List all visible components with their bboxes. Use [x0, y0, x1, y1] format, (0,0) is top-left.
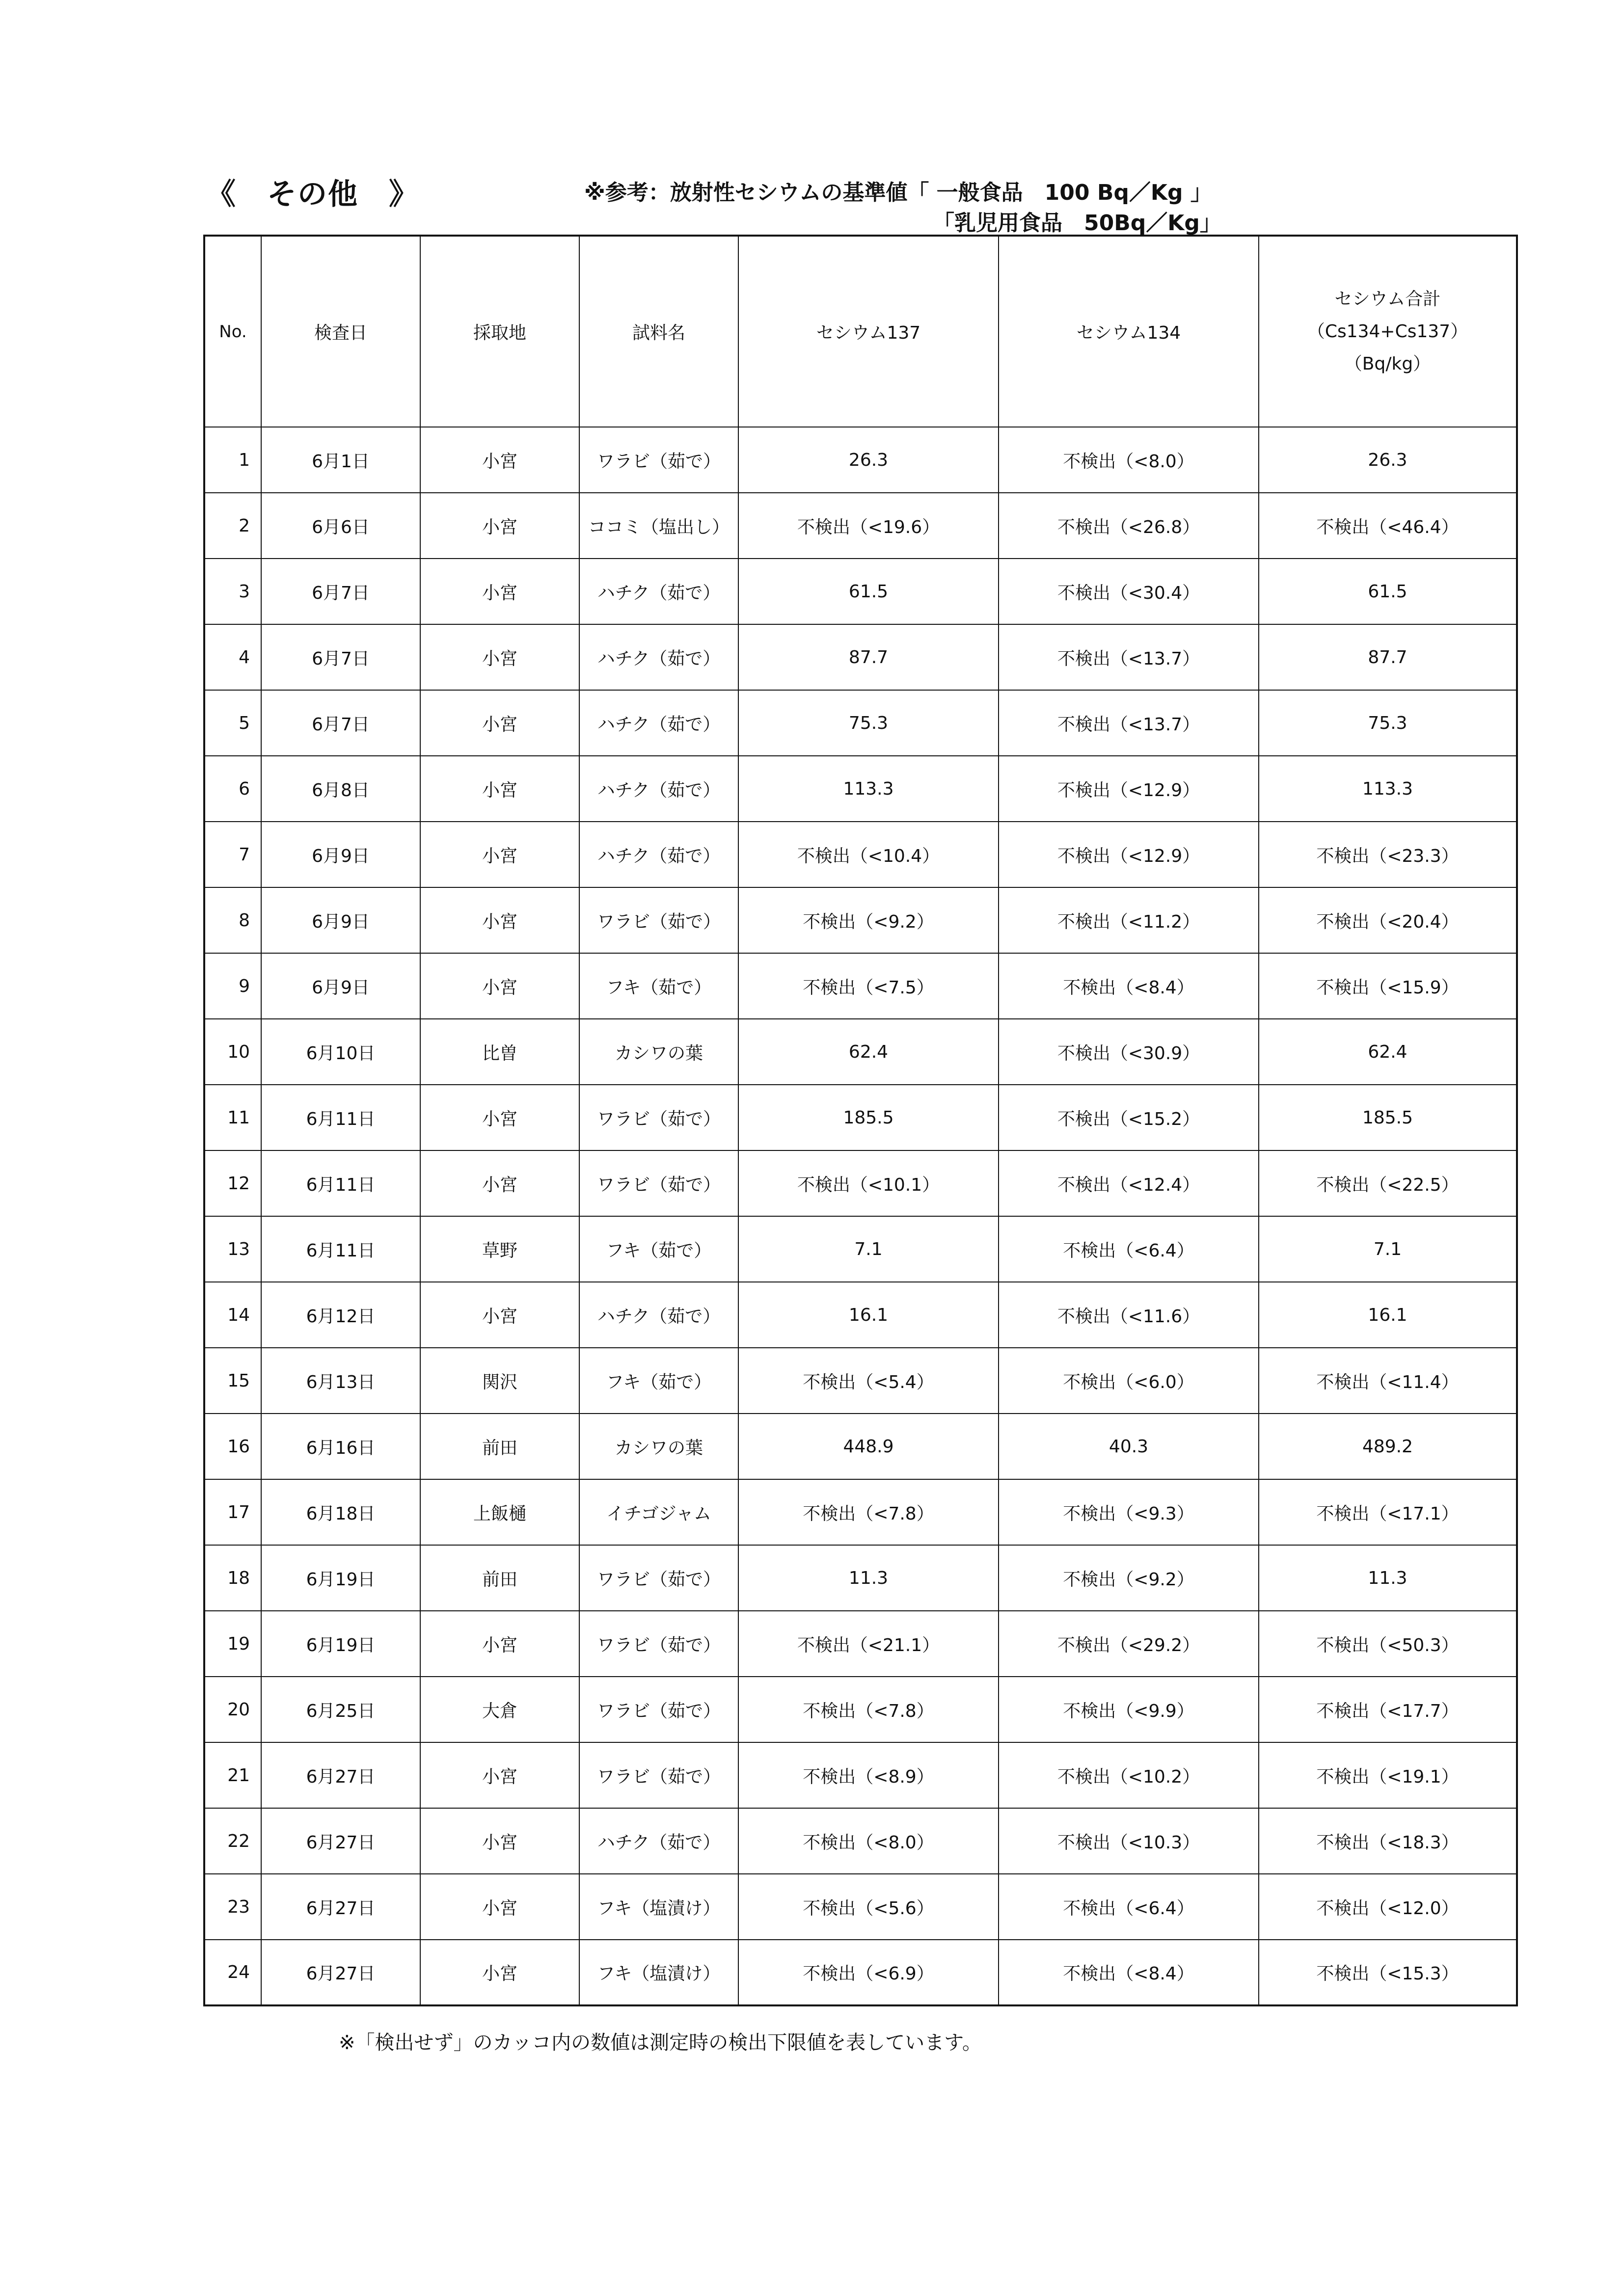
- cell-location: 小宮: [420, 624, 579, 690]
- cell-total: 62.4: [1259, 1019, 1517, 1085]
- cell-total: 不検出（<15.9）: [1259, 953, 1517, 1019]
- table-row: [204, 1677, 1517, 1742]
- table-body: [204, 427, 1517, 2005]
- cell-cs134: 不検出（<8.4）: [999, 1940, 1259, 2005]
- table-row: [204, 1216, 1517, 1282]
- cell-cs134: 不検出（<29.2）: [999, 1611, 1259, 1677]
- cell-no: 14: [204, 1282, 261, 1348]
- cell-total: 不検出（<20.4）: [1259, 887, 1517, 953]
- header-row: [204, 236, 1517, 427]
- cell-date: 6月19日: [261, 1545, 420, 1611]
- cell-sample: ココミ（塩出し）: [579, 493, 738, 559]
- cell-date: 6月11日: [261, 1150, 420, 1216]
- cell-no: 6: [204, 756, 261, 822]
- cell-location: 比曽: [420, 1019, 579, 1085]
- cell-cs134: 不検出（<15.2）: [999, 1085, 1259, 1150]
- cell-sample: ワラビ（茹で）: [579, 887, 738, 953]
- reference-standard-general: ※参考：放射性セシウムの基準値「 一般食品 100 Bq／Kg 」: [584, 180, 1212, 205]
- cell-location: 草野: [420, 1216, 579, 1282]
- cell-total: 不検出（<15.3）: [1259, 1940, 1517, 2005]
- table-row: [204, 1414, 1517, 1479]
- cell-date: 6月1日: [261, 427, 420, 493]
- table-row: [204, 1085, 1517, 1150]
- header-total-title: セシウム合計: [1334, 289, 1441, 309]
- cell-total: 61.5: [1259, 559, 1517, 624]
- table-row: [204, 624, 1517, 690]
- cell-location: 小宮: [420, 1742, 579, 1808]
- cell-sample: ハチク（茹で）: [579, 822, 738, 887]
- cell-total: 不検出（<46.4）: [1259, 493, 1517, 559]
- cell-sample: ハチク（茹で）: [579, 624, 738, 690]
- cell-no: 2: [204, 493, 261, 559]
- cell-cs137: 不検出（<21.1）: [738, 1611, 999, 1677]
- cell-location: 小宮: [420, 1611, 579, 1677]
- cell-total: 不検出（<22.5）: [1259, 1150, 1517, 1216]
- cell-cs137: 不検出（<10.1）: [738, 1150, 999, 1216]
- cell-cs137: 不検出（<8.0）: [738, 1808, 999, 1874]
- cell-no: 7: [204, 822, 261, 887]
- cell-location: 前田: [420, 1414, 579, 1479]
- cell-date: 6月27日: [261, 1940, 420, 2005]
- cell-cs134: 不検出（<30.4）: [999, 559, 1259, 624]
- cell-cs134: 不検出（<6.4）: [999, 1216, 1259, 1282]
- cell-date: 6月12日: [261, 1282, 420, 1348]
- cell-location: 上飯樋: [420, 1479, 579, 1545]
- cell-sample: ワラビ（茹で）: [579, 427, 738, 493]
- cell-location: 小宮: [420, 559, 579, 624]
- cell-cs137: 16.1: [738, 1282, 999, 1348]
- cell-cs134: 不検出（<9.2）: [999, 1545, 1259, 1611]
- cell-no: 1: [204, 427, 261, 493]
- table-row: [204, 953, 1517, 1019]
- cell-location: 小宮: [420, 427, 579, 493]
- cell-total: 185.5: [1259, 1085, 1517, 1150]
- cell-cs137: 11.3: [738, 1545, 999, 1611]
- cell-total: 不検出（<12.0）: [1259, 1874, 1517, 1940]
- cell-sample: カシワの葉: [579, 1019, 738, 1085]
- cell-date: 6月7日: [261, 690, 420, 756]
- cell-no: 22: [204, 1808, 261, 1874]
- cell-cs137: 87.7: [738, 624, 999, 690]
- table-row: [204, 1282, 1517, 1348]
- cell-sample: カシワの葉: [579, 1414, 738, 1479]
- cell-cs134: 不検出（<6.4）: [999, 1874, 1259, 1940]
- cell-date: 6月10日: [261, 1019, 420, 1085]
- cell-sample: ワラビ（茹で）: [579, 1150, 738, 1216]
- cell-date: 6月7日: [261, 624, 420, 690]
- table-row: [204, 559, 1517, 624]
- cell-cs137: 75.3: [738, 690, 999, 756]
- header-date: 検査日: [261, 236, 420, 427]
- cell-cs137: 448.9: [738, 1414, 999, 1479]
- cell-cs134: 不検出（<9.9）: [999, 1677, 1259, 1742]
- cell-no: 24: [204, 1940, 261, 2005]
- table-row: [204, 1479, 1517, 1545]
- table-row: [204, 493, 1517, 559]
- cell-cs134: 不検出（<9.3）: [999, 1479, 1259, 1545]
- cell-total: 不検出（<23.3）: [1259, 822, 1517, 887]
- header-total-formula: （Cs134+Cs137）: [1307, 321, 1468, 342]
- cell-no: 18: [204, 1545, 261, 1611]
- cell-cs134: 不検出（<13.7）: [999, 690, 1259, 756]
- cell-sample: ワラビ（茹で）: [579, 1085, 738, 1150]
- header-total-unit: （Bq/kg）: [1344, 353, 1431, 374]
- cell-cs137: 不検出（<8.9）: [738, 1742, 999, 1808]
- cell-cs137: 不検出（<10.4）: [738, 822, 999, 887]
- cell-sample: ワラビ（茹で）: [579, 1677, 738, 1742]
- cell-no: 20: [204, 1677, 261, 1742]
- cell-no: 11: [204, 1085, 261, 1150]
- cell-cs134: 不検出（<26.8）: [999, 493, 1259, 559]
- cell-no: 23: [204, 1874, 261, 1940]
- cell-location: 関沢: [420, 1348, 579, 1414]
- table-row: [204, 822, 1517, 887]
- table-header: [204, 236, 1517, 427]
- cell-sample: フキ（茹で）: [579, 1348, 738, 1414]
- cell-sample: ワラビ（茹で）: [579, 1545, 738, 1611]
- cell-location: 小宮: [420, 690, 579, 756]
- cell-sample: ハチク（茹で）: [579, 756, 738, 822]
- cell-cs134: 不検出（<6.0）: [999, 1348, 1259, 1414]
- page-title: 《 その他 》: [206, 177, 419, 212]
- cell-date: 6月9日: [261, 953, 420, 1019]
- cell-cs134: 不検出（<11.6）: [999, 1282, 1259, 1348]
- cell-date: 6月9日: [261, 822, 420, 887]
- header-cs137: セシウム137: [738, 236, 999, 427]
- table-row: [204, 427, 1517, 493]
- cell-cs134: 不検出（<30.9）: [999, 1019, 1259, 1085]
- cell-location: 小宮: [420, 1808, 579, 1874]
- cell-cs134: 不検出（<8.0）: [999, 427, 1259, 493]
- cell-date: 6月16日: [261, 1414, 420, 1479]
- table-row: [204, 1808, 1517, 1874]
- footnote: ※「検出せず」のカッコ内の数値は測定時の検出下限値を表しています。: [339, 2031, 982, 2054]
- table-row: [204, 1874, 1517, 1940]
- cell-sample: ハチク（茹で）: [579, 690, 738, 756]
- cell-sample: ハチク（茹で）: [579, 1282, 738, 1348]
- cell-cs137: 不検出（<19.6）: [738, 493, 999, 559]
- cell-date: 6月13日: [261, 1348, 420, 1414]
- cell-total: 87.7: [1259, 624, 1517, 690]
- cell-location: 小宮: [420, 1150, 579, 1216]
- table-row: [204, 1348, 1517, 1414]
- cell-cs137: 不検出（<5.6）: [738, 1874, 999, 1940]
- table-row: [204, 1019, 1517, 1085]
- cell-cs137: 不検出（<7.8）: [738, 1479, 999, 1545]
- cell-sample: フキ（茹で）: [579, 953, 738, 1019]
- cell-no: 16: [204, 1414, 261, 1479]
- cell-date: 6月8日: [261, 756, 420, 822]
- cell-location: 小宮: [420, 493, 579, 559]
- cell-location: 小宮: [420, 1282, 579, 1348]
- cell-location: 小宮: [420, 1874, 579, 1940]
- table-row: [204, 1545, 1517, 1611]
- cell-total: 7.1: [1259, 1216, 1517, 1282]
- cell-cs134: 不検出（<10.3）: [999, 1808, 1259, 1874]
- cell-cs134: 不検出（<11.2）: [999, 887, 1259, 953]
- table-row: [204, 887, 1517, 953]
- cell-no: 10: [204, 1019, 261, 1085]
- cell-date: 6月11日: [261, 1216, 420, 1282]
- cell-cs137: 不検出（<5.4）: [738, 1348, 999, 1414]
- cell-sample: フキ（茹で）: [579, 1216, 738, 1282]
- cell-location: 小宮: [420, 756, 579, 822]
- table-row: [204, 1742, 1517, 1808]
- header-total: [1259, 236, 1517, 427]
- cell-cs137: 不検出（<7.8）: [738, 1677, 999, 1742]
- cell-sample: ワラビ（茹で）: [579, 1611, 738, 1677]
- cell-no: 12: [204, 1150, 261, 1216]
- header-cs134: セシウム134: [999, 236, 1259, 427]
- cell-total: 26.3: [1259, 427, 1517, 493]
- cell-cs134: 不検出（<10.2）: [999, 1742, 1259, 1808]
- cell-cs137: 113.3: [738, 756, 999, 822]
- cell-sample: フキ（塩漬け）: [579, 1874, 738, 1940]
- cell-cs134: 40.3: [999, 1414, 1259, 1479]
- cell-no: 4: [204, 624, 261, 690]
- cell-no: 15: [204, 1348, 261, 1414]
- cell-location: 小宮: [420, 822, 579, 887]
- cell-date: 6月9日: [261, 887, 420, 953]
- cell-cs137: 不検出（<9.2）: [738, 887, 999, 953]
- cell-sample: イチゴジャム: [579, 1479, 738, 1545]
- cell-date: 6月7日: [261, 559, 420, 624]
- cell-cs137: 185.5: [738, 1085, 999, 1150]
- cell-total: 113.3: [1259, 756, 1517, 822]
- cell-total: 75.3: [1259, 690, 1517, 756]
- cell-location: 小宮: [420, 1085, 579, 1150]
- table-row: [204, 756, 1517, 822]
- cell-cs137: 不検出（<7.5）: [738, 953, 999, 1019]
- results-table: [203, 235, 1518, 2006]
- cell-total: 不検出（<50.3）: [1259, 1611, 1517, 1677]
- cell-total: 16.1: [1259, 1282, 1517, 1348]
- cell-cs134: 不検出（<8.4）: [999, 953, 1259, 1019]
- table-row: [204, 1940, 1517, 2005]
- cell-total: 11.3: [1259, 1545, 1517, 1611]
- cell-no: 8: [204, 887, 261, 953]
- table-row: [204, 1611, 1517, 1677]
- table-row: [204, 690, 1517, 756]
- cell-date: 6月27日: [261, 1808, 420, 1874]
- cell-date: 6月18日: [261, 1479, 420, 1545]
- cell-location: 前田: [420, 1545, 579, 1611]
- cell-total: 不検出（<18.3）: [1259, 1808, 1517, 1874]
- cell-no: 3: [204, 559, 261, 624]
- cell-no: 21: [204, 1742, 261, 1808]
- cell-date: 6月25日: [261, 1677, 420, 1742]
- cell-location: 小宮: [420, 887, 579, 953]
- cell-sample: ハチク（茹で）: [579, 559, 738, 624]
- reference-standard-infant: 「乳児用食品 50Bq／Kg」: [933, 211, 1221, 236]
- cell-sample: ワラビ（茹で）: [579, 1742, 738, 1808]
- cell-no: 9: [204, 953, 261, 1019]
- cell-location: 小宮: [420, 1940, 579, 2005]
- header-location: 採取地: [420, 236, 579, 427]
- cell-cs137: 62.4: [738, 1019, 999, 1085]
- cell-cs137: 7.1: [738, 1216, 999, 1282]
- cell-cs137: 61.5: [738, 559, 999, 624]
- cell-cs134: 不検出（<12.9）: [999, 822, 1259, 887]
- cell-total: 不検出（<11.4）: [1259, 1348, 1517, 1414]
- cell-cs134: 不検出（<12.4）: [999, 1150, 1259, 1216]
- cell-location: 大倉: [420, 1677, 579, 1742]
- cell-cs134: 不検出（<12.9）: [999, 756, 1259, 822]
- cell-sample: フキ（塩漬け）: [579, 1940, 738, 2005]
- cell-no: 13: [204, 1216, 261, 1282]
- cell-date: 6月19日: [261, 1611, 420, 1677]
- table-row: [204, 1150, 1517, 1216]
- cell-no: 19: [204, 1611, 261, 1677]
- header-no: No.: [204, 236, 261, 427]
- cell-cs134: 不検出（<13.7）: [999, 624, 1259, 690]
- cell-total: 不検出（<17.7）: [1259, 1677, 1517, 1742]
- cell-date: 6月6日: [261, 493, 420, 559]
- cell-date: 6月27日: [261, 1874, 420, 1940]
- header-sample: 試料名: [579, 236, 738, 427]
- cell-cs137: 不検出（<6.9）: [738, 1940, 999, 2005]
- cell-date: 6月27日: [261, 1742, 420, 1808]
- cell-no: 5: [204, 690, 261, 756]
- cell-cs137: 26.3: [738, 427, 999, 493]
- cell-sample: ハチク（茹で）: [579, 1808, 738, 1874]
- cell-location: 小宮: [420, 953, 579, 1019]
- cell-date: 6月11日: [261, 1085, 420, 1150]
- cell-total: 489.2: [1259, 1414, 1517, 1479]
- cell-no: 17: [204, 1479, 261, 1545]
- cell-total: 不検出（<19.1）: [1259, 1742, 1517, 1808]
- cell-total: 不検出（<17.1）: [1259, 1479, 1517, 1545]
